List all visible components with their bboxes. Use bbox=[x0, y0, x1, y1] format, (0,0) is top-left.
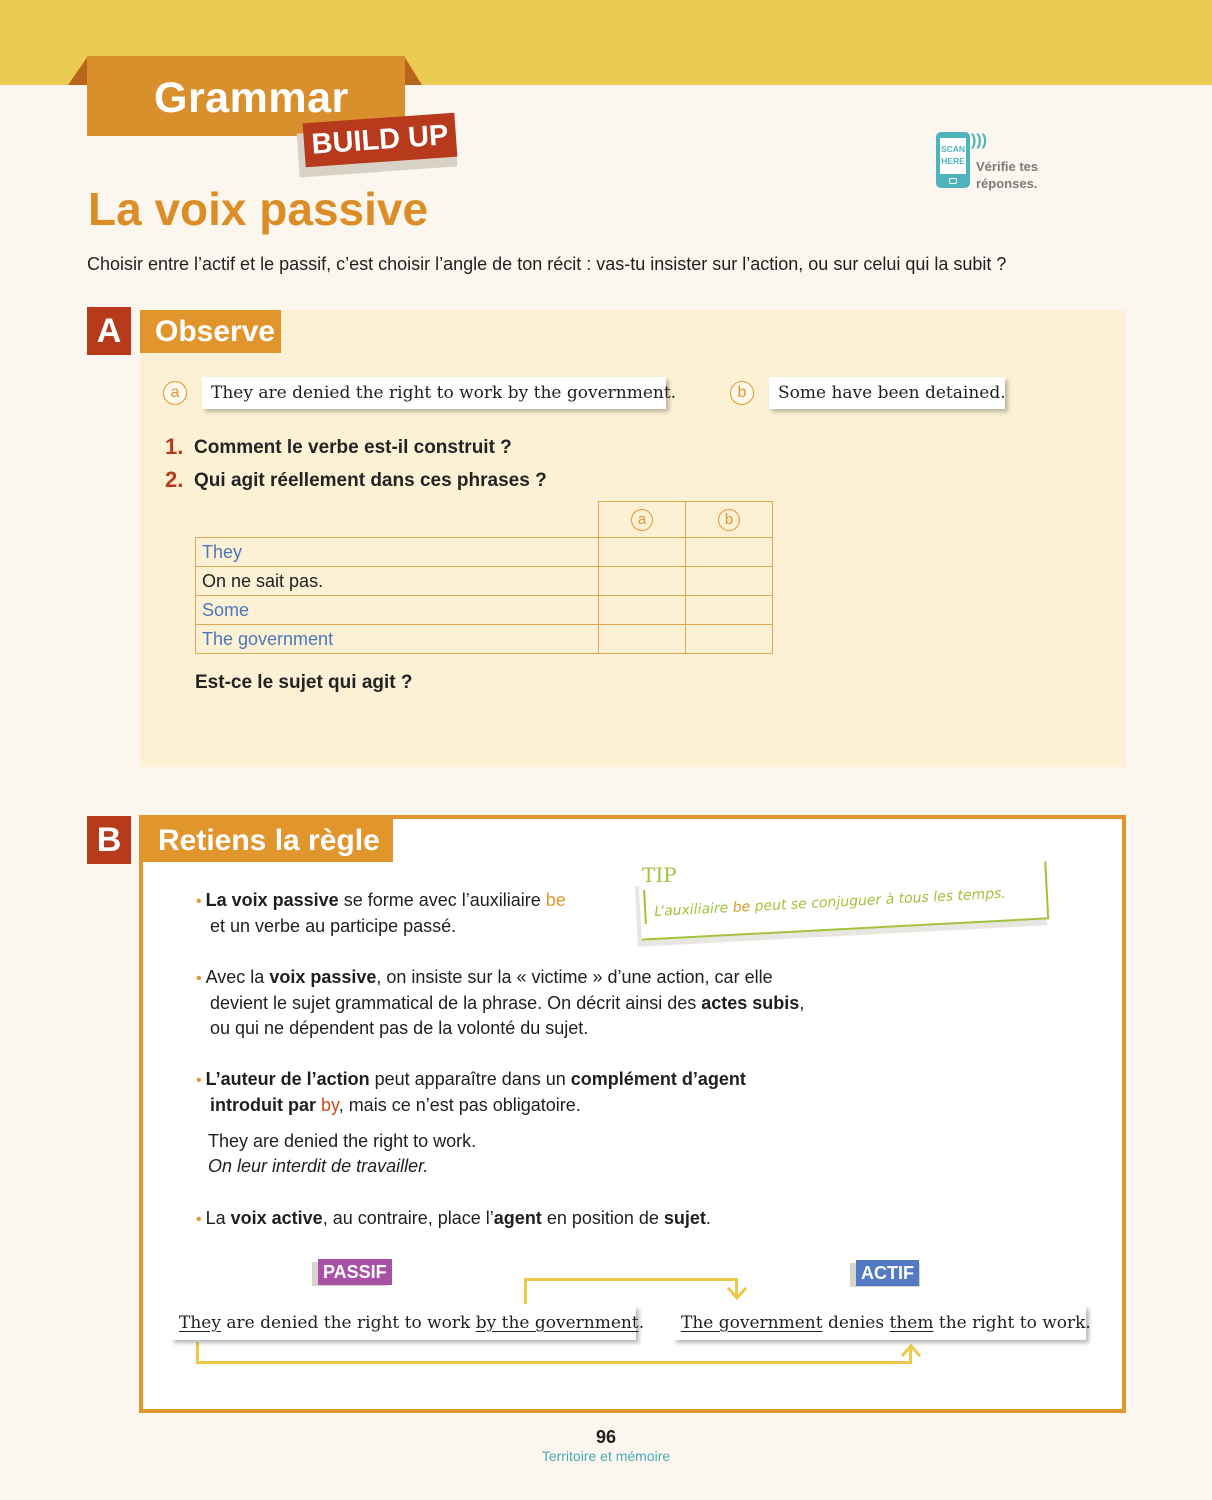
rule-1: • La voix passive se forme avec l’auxiliaire be et un verbe au participe passé. bbox=[196, 888, 566, 939]
answer-cell[interactable] bbox=[599, 596, 686, 625]
table-row bbox=[196, 596, 773, 625]
tip-note bbox=[632, 862, 1052, 942]
build-up-label: BUILD UP bbox=[303, 113, 458, 167]
section-letter-a: A bbox=[87, 307, 131, 355]
rule-4-text2: , au contraire, place l’ bbox=[322, 1208, 494, 1228]
rule-2-text1: Avec la bbox=[205, 967, 270, 987]
header-a-label: a bbox=[631, 509, 653, 531]
rule-1-be: be bbox=[545, 890, 566, 910]
rule-3: • L’auteur de l’action peut apparaître dans un complément d’agent introduit par by, mais ce n’est pas obligatoire. bbox=[196, 1069, 746, 1115]
question-2-text: Qui agit réellement dans ces phrases ? bbox=[194, 470, 547, 491]
actif-tag: ACTIF bbox=[856, 1260, 919, 1286]
rule-example bbox=[208, 1129, 476, 1179]
rule-1-bold: La voix passive bbox=[205, 890, 339, 910]
row-label: The government bbox=[196, 625, 599, 654]
rule-4-bold2: agent bbox=[493, 1208, 542, 1228]
rule-2-text3: devient le sujet grammatical de la phrase. On décrit ainsi des bbox=[210, 993, 702, 1013]
arrow-down-icon bbox=[726, 1286, 748, 1302]
rule-1-text: se forme avec l’auxiliaire bbox=[338, 890, 546, 910]
rule-3-bold1: L’auteur de l’action bbox=[205, 1069, 370, 1089]
rule-2-text5: ou qui ne dépendent pas de la volonté du sujet. bbox=[210, 1018, 589, 1038]
answer-cell[interactable] bbox=[686, 596, 773, 625]
scan-text: Vérifie tes réponses. bbox=[976, 159, 1039, 191]
rule-4-text3: en position de bbox=[541, 1208, 664, 1228]
phone-button-icon bbox=[949, 178, 957, 184]
rule-3-text1: peut apparaître dans un bbox=[369, 1069, 571, 1089]
answer-cell[interactable] bbox=[599, 625, 686, 654]
rule-2-bold2: actes subis bbox=[701, 993, 800, 1013]
rule-4-text1: La bbox=[205, 1208, 231, 1228]
observe-heading: Observe bbox=[140, 310, 281, 353]
rule-1-line2: et un verbe au participe passé. bbox=[210, 916, 457, 936]
active-end: the right to work. bbox=[933, 1313, 1091, 1333]
arrow-upper-left bbox=[524, 1278, 527, 1304]
signal-waves-icon: ))) bbox=[971, 132, 987, 149]
rule-heading: Retiens la règle bbox=[143, 819, 393, 862]
scan-line2: HERE bbox=[941, 156, 965, 166]
passive-sentence bbox=[171, 1306, 645, 1340]
example-english: They are denied the right to work. bbox=[208, 1131, 477, 1151]
arrow-upper-top bbox=[524, 1278, 738, 1281]
scan-screen bbox=[940, 138, 966, 174]
active-subject: The government bbox=[681, 1313, 823, 1333]
active-object: them bbox=[889, 1313, 934, 1333]
table-header-b bbox=[686, 502, 773, 538]
passive-end: . bbox=[638, 1313, 645, 1333]
example-b-sentence: Some have been detained. bbox=[769, 377, 1005, 409]
answer-cell[interactable] bbox=[599, 538, 686, 567]
rule-3-bold2: complément d’agent bbox=[570, 1069, 746, 1089]
phone-icon[interactable] bbox=[936, 132, 970, 188]
example-french: On leur interdit de travailler. bbox=[208, 1156, 429, 1176]
rule-2-text4: , bbox=[799, 993, 805, 1013]
table-row bbox=[196, 625, 773, 654]
rule-2: • Avec la voix passive, on insiste sur la « victime » d’une action, car elle devient le sujet grammatical de la phrase. On décrit ainsi des actes subis, ou qui ne dépendent pas de la volonté du sujet. bbox=[196, 965, 804, 1041]
arrow-lower-bottom bbox=[196, 1361, 912, 1364]
banner-fold-right bbox=[404, 56, 422, 85]
page-title: La voix passive bbox=[88, 183, 429, 235]
table-row bbox=[196, 567, 773, 596]
header-b-label: b bbox=[718, 509, 740, 531]
passive-agent: by the government bbox=[475, 1313, 639, 1333]
table-row bbox=[196, 538, 773, 567]
table-corner bbox=[196, 502, 599, 538]
question-1-text: Comment le verbe est-il construit ? bbox=[194, 437, 512, 458]
answer-cell[interactable] bbox=[686, 538, 773, 567]
scan-line1: SCAN bbox=[940, 144, 966, 154]
rule-4-text4: . bbox=[705, 1208, 711, 1228]
row-label: They bbox=[196, 538, 599, 567]
banner-title: Grammar bbox=[154, 74, 349, 122]
passive-verb: are denied the right to work bbox=[220, 1313, 476, 1333]
question-1-number: 1. bbox=[165, 434, 184, 459]
passive-subject: They bbox=[179, 1313, 221, 1333]
row-label: On ne sait pas. bbox=[196, 567, 599, 596]
example-a-label: a bbox=[163, 381, 187, 405]
followup-question: Est-ce le sujet qui agit ? bbox=[195, 672, 413, 693]
active-verb: denies bbox=[822, 1313, 890, 1333]
rule-3-by: by bbox=[321, 1095, 339, 1115]
row-label: Some bbox=[196, 596, 599, 625]
answer-cell[interactable] bbox=[686, 625, 773, 654]
rule-2-text2: , on insiste sur la « victime » d’une action, car elle bbox=[376, 967, 773, 987]
question-2-number: 2. bbox=[165, 467, 184, 492]
answer-cell[interactable] bbox=[686, 567, 773, 596]
tip-text-b: peut se conjuguer à tous les temps. bbox=[749, 885, 1007, 915]
rule-3-text2: , mais ce n’est pas obligatoire. bbox=[338, 1095, 581, 1115]
arrow-up-icon bbox=[900, 1342, 922, 1358]
tip-label: TIP bbox=[642, 863, 677, 887]
rule-4-bold1: voix active bbox=[230, 1208, 323, 1228]
rule-3-bold3: introduit par bbox=[210, 1095, 321, 1115]
table-header-a bbox=[599, 502, 686, 538]
tip-text-a: L’auxiliaire bbox=[654, 899, 734, 920]
active-sentence bbox=[673, 1306, 1091, 1340]
rule-4-bold4: sujet bbox=[663, 1208, 706, 1228]
answer-cell[interactable] bbox=[599, 567, 686, 596]
example-a-sentence: They are denied the right to work by the government. bbox=[202, 377, 666, 409]
intro-text: Choisir entre l’actif et le passif, c’est choisir l’angle de ton récit : vas-tu insister sur l’action, ou sur celui qui la subit ? bbox=[87, 254, 1007, 274]
page-number: 96 bbox=[595, 1427, 617, 1447]
agent-table bbox=[195, 501, 773, 654]
example-b-label: b bbox=[730, 381, 754, 405]
footer-subtitle: Territoire et mémoire bbox=[541, 1448, 671, 1464]
rule-4: • La voix active, au contraire, place l’agent en position de sujet. bbox=[196, 1208, 711, 1228]
tip-text-be: be bbox=[732, 898, 751, 916]
rule-2-bold1: voix passive bbox=[269, 967, 377, 987]
banner-fold-left bbox=[68, 56, 88, 85]
passif-tag: PASSIF bbox=[318, 1259, 392, 1285]
section-letter-b: B bbox=[87, 816, 131, 864]
